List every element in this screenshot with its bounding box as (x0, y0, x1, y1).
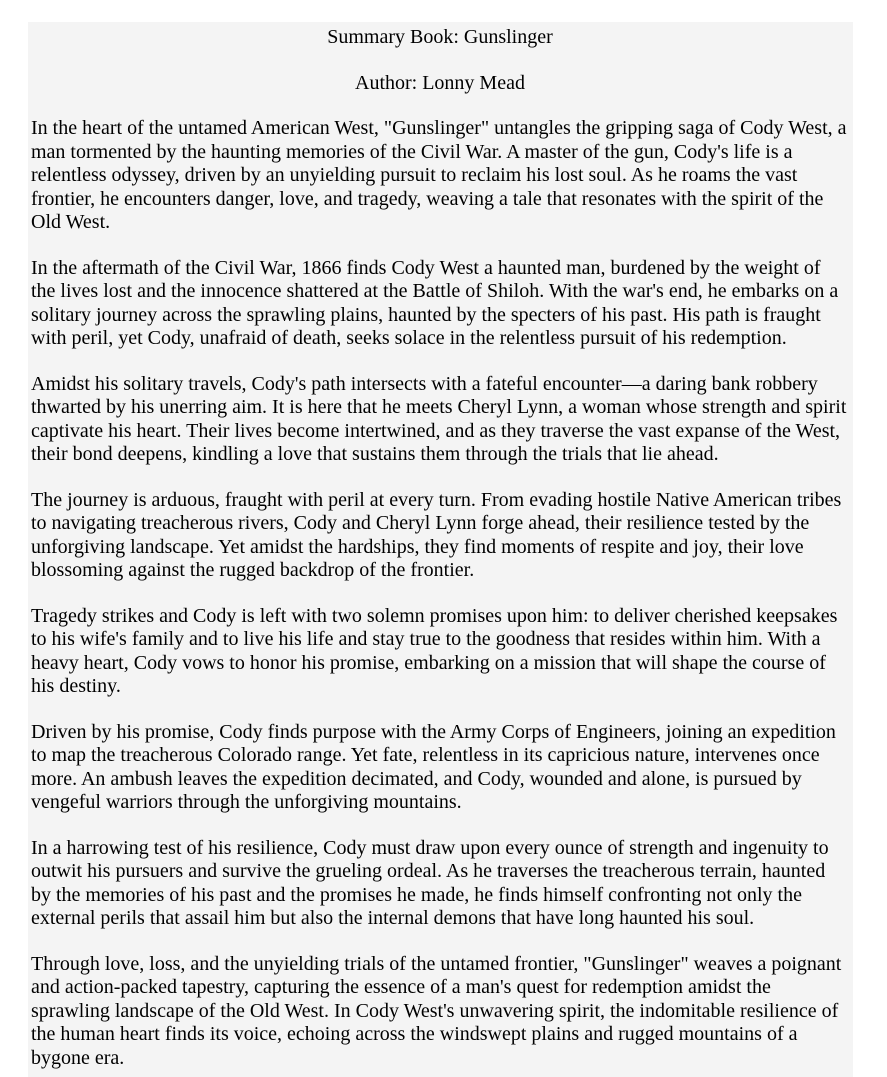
summary-paragraph-1: In the heart of the untamed American West, "Gunslinger" untangles the gripping saga of Cody West, a man tormented by the haunting memories of the Civil War. A master of the gun, Cody's life is a relentless odyssey, driven by an unyielding pursuit to reclaim his lost soul. As he roams the vast frontier, he encounters danger, love, and tragedy, weaving a tale that resonates with the spirit of the Old West. (31, 117, 847, 233)
summary-paragraph-4: The journey is arduous, fraught with peril at every turn. From evading hostile Native American tribes to navigating treacherous rivers, Cody and Cheryl Lynn forge ahead, their resilience tested by the unforgiving landscape. Yet amidst the hardships, they find moments of respite and joy, their love blossoming against the rugged backdrop of the frontier. (31, 488, 842, 581)
document-page (28, 22, 853, 1077)
summary-paragraph-6: Driven by his promise, Cody finds purpose with the Army Corps of Engineers, joining an expedition to map the treacherous Colorado range. Yet fate, relentless in its capricious nature, intervenes once more. An ambush leaves the expedition decimated, and Cody, wounded and alone, is pursued by vengeful warriors through the unforgiving mountains. (31, 720, 836, 813)
summary-paragraph-8: Through love, loss, and the unyielding trials of the untamed frontier, "Gunslinger" weaves a poignant and action-packed tapestry, capturing the essence of a man's quest for redemption amidst the sprawling landscape of the Old West. In Cody West's unwavering spirit, the indomitable resilience of the human heart finds its voice, echoing across the windswept plains and rugged mountains of a bygone era. (31, 952, 842, 1069)
summary-paragraph-5: Tragedy strikes and Cody is left with two solemn promises upon him: to deliver cherished keepsakes to his wife's family and to live his life and stay true to the goodness that resides within him. With a heavy heart, Cody vows to honor his promise, embarking on a mission that will shape the course of his destiny. (31, 604, 838, 697)
author-line: Author: Lonny Mead (355, 71, 525, 94)
book-title: Summary Book: Gunslinger (327, 26, 553, 48)
summary-paragraph-2: In the aftermath of the Civil War, 1866 finds Cody West a haunted man, burdened by the weight of the lives lost and the innocence shattered at the Battle of Shiloh. With the war's end, he embarks on a solitary journey across the sprawling plains, haunted by the specters of his past. His path is fraught with peril, yet Cody, unafraid of death, seeks solace in the relentless pursuit of his redemption. (31, 256, 839, 349)
summary-paragraph-7: In a harrowing test of his resilience, Cody must draw upon every ounce of strength and ingenuity to outwit his pursuers and survive the grueling ordeal. As he traverses the treacherous terrain, haunted by the memories of his past and the promises he made, he finds himself confronting not only the external perils that assail him but also the internal demons that have long haunted his soul. (31, 836, 829, 929)
summary-paragraph-3: Amidst his solitary travels, Cody's path intersects with a fateful encounter—a daring bank robbery thwarted by his unerring aim. It is here that he meets Cheryl Lynn, a woman whose strength and spirit captivate his heart. Their lives become intertwined, and as they traverse the vast expanse of the West, their bond deepens, kindling a love that sustains them through the trials that lie ahead. (31, 372, 847, 465)
